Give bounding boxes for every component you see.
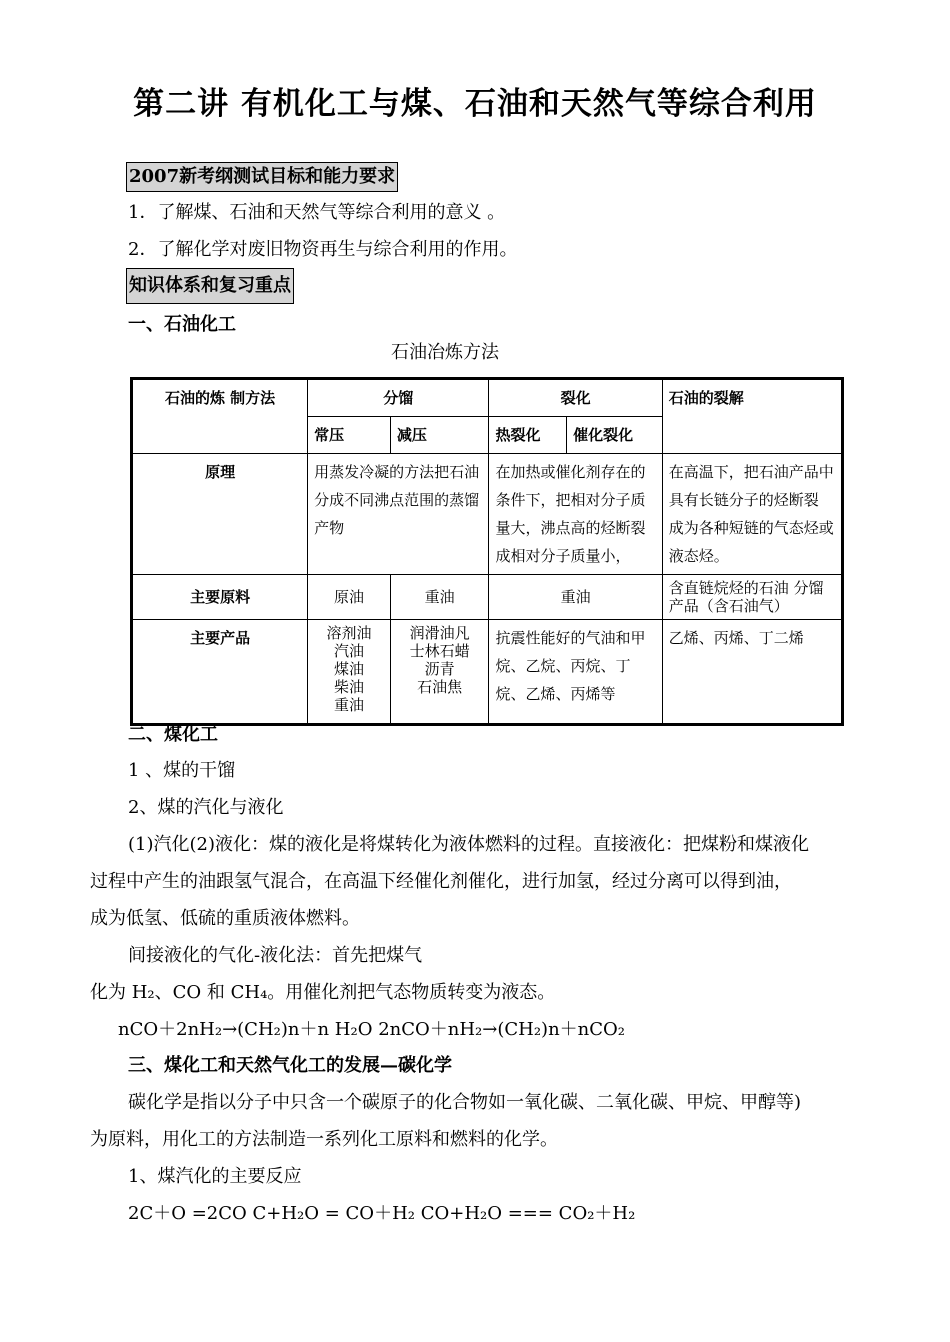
section-header-goals: 2007新考纲测试目标和能力要求 xyxy=(126,162,398,192)
product-item: 溶剂油 xyxy=(326,624,372,642)
paragraph-line: 化为 H₂、CO 和 CH₄。用催化剂把气态物质转变为液态。 xyxy=(90,982,556,1003)
page-title: 第二讲 有机化工与煤、石油和天然气等综合利用 xyxy=(133,86,817,122)
subheader-vacuum: 减压 xyxy=(390,417,489,454)
product-item: 润滑油凡 xyxy=(409,624,470,642)
product-item: 沥青 xyxy=(424,660,455,678)
products-cracking: 抗震性能好的气油和甲烷、乙烷、丙烷、丁烷、乙烯、丙烯等 xyxy=(489,620,662,725)
header-pyrolysis: 石油的裂解 xyxy=(662,379,842,454)
subheader-thermal-cracking: 热裂化 xyxy=(489,417,567,454)
principle-fractionation: 用蒸发冷凝的方法把石油分成不同沸点范围的蒸馏产物 xyxy=(308,454,489,575)
refining-methods-table xyxy=(130,377,844,726)
table-caption: 石油冶炼方法 xyxy=(391,342,499,363)
product-item: 汽油 xyxy=(333,642,364,660)
heading-coal-chemistry: 二、煤化工 xyxy=(128,724,218,745)
products-vacuum xyxy=(390,620,489,725)
row-label-principle: 原理 xyxy=(132,454,308,575)
heading-petroleum: 一、石油化工 xyxy=(128,314,236,335)
product-item: 重油 xyxy=(333,696,364,714)
goal-item: 1．了解煤、石油和天然气等综合利用的意义 。 xyxy=(128,202,506,223)
row-label-feedstock: 主要原料 xyxy=(132,575,308,620)
feedstock-vacuum: 重油 xyxy=(390,575,489,620)
product-item: 士林石蜡 xyxy=(409,642,470,660)
equation-gasification: 2C＋O =2CO C+H₂O = CO＋H₂ CO+H₂O === CO₂＋H₂ xyxy=(128,1203,636,1224)
principle-cracking: 在加热或催化剂存在的条件下，把相对分子质量大，沸点高的烃断裂成相对分子质量小， xyxy=(489,454,662,575)
feedstock-atmospheric: 原油 xyxy=(308,575,391,620)
row-label-products: 主要产品 xyxy=(132,620,308,725)
section-header-knowledge: 知识体系和复习重点 xyxy=(126,268,294,304)
product-item: 煤油 xyxy=(333,660,364,678)
paragraph-line: (1)汽化(2)液化：煤的液化是将煤转化为液体燃料的过程。直接液化：把煤粉和煤液化 xyxy=(128,834,809,855)
feedstock-pyrolysis: 含直链烷烃的石油 分馏产品（含石油气） xyxy=(662,575,842,620)
principle-pyrolysis: 在高温下，把石油产品中具有长链分子的烃断裂 成为各种短链的气态烃或液态烃。 xyxy=(662,454,842,575)
heading-c1-chemistry: 三、煤化工和天然气化工的发展—碳化学 xyxy=(128,1055,452,1076)
subheader-catalytic-cracking: 催化裂化 xyxy=(567,417,663,454)
header-cracking: 裂化 xyxy=(489,379,662,417)
product-item: 柴油 xyxy=(333,678,364,696)
product-item: 石油焦 xyxy=(417,678,463,696)
paragraph-line: 过程中产生的油跟氢气混合，在高温下经催化剂催化，进行加氢，经过分离可以得到油， xyxy=(90,871,792,892)
subheading-gasification: 1、煤汽化的主要反应 xyxy=(128,1166,302,1187)
products-pyrolysis: 乙烯、丙烯、丁二烯 xyxy=(662,620,842,725)
header-fractionation: 分馏 xyxy=(308,379,489,417)
paragraph-line: 为原料，用化工的方法制造一系列化工原料和燃料的化学。 xyxy=(90,1129,558,1150)
paragraph-line: 间接液化的气化-液化法：首先把煤气 xyxy=(128,945,423,966)
subheader-atmospheric: 常压 xyxy=(308,417,391,454)
table-corner-cell: 石油的炼 制方法 xyxy=(132,379,308,454)
products-atmospheric xyxy=(308,620,391,725)
coal-item-2: 2、煤的汽化与液化 xyxy=(128,797,284,818)
coal-item-1: 1 、煤的干馏 xyxy=(128,760,236,781)
equation-liquefaction: nCO＋2nH₂→(CH₂)n＋n H₂O 2nCO＋nH₂→(CH₂)n＋nCO₂ xyxy=(118,1019,626,1040)
feedstock-cracking: 重油 xyxy=(489,575,662,620)
goal-item: 2．了解化学对废旧物资再生与综合利用的作用。 xyxy=(128,239,518,260)
paragraph-line: 碳化学是指以分子中只含一个碳原子的化合物如一氧化碳、二氧化碳、甲烷、甲醇等) xyxy=(128,1092,802,1113)
paragraph-line: 成为低氢、低硫的重质液体燃料。 xyxy=(90,908,360,929)
